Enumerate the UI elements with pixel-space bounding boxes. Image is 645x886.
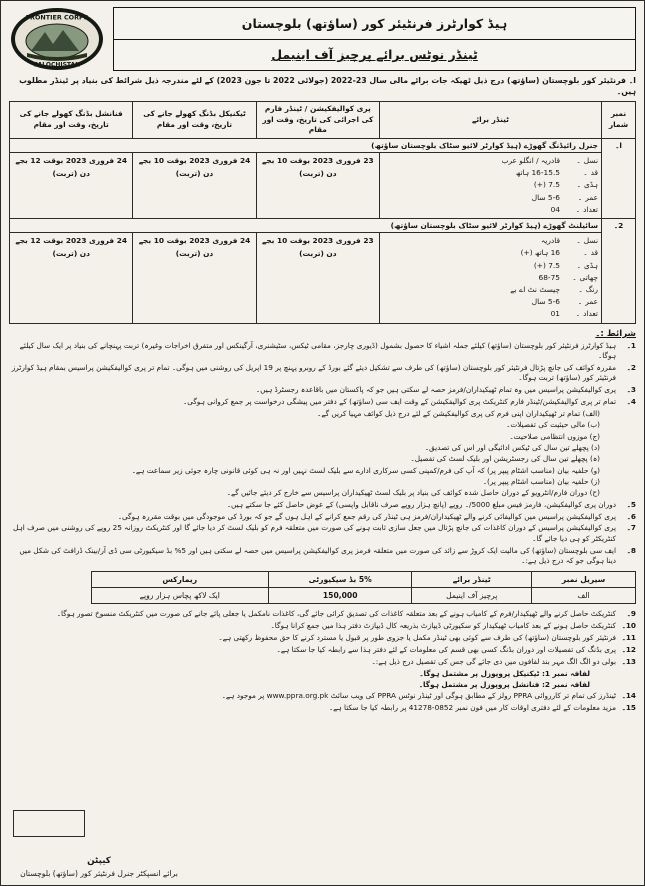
term-number: 14۔: [621, 691, 636, 701]
title-box: [113, 7, 636, 71]
spec-line: چھاتی ۔ 68-75: [383, 272, 598, 284]
terms-heading: شرائط :۔: [595, 328, 636, 339]
term-sub-item: (ج) موزوں انتظامی صلاحیت۔: [509, 431, 600, 441]
term-number: 15۔: [621, 703, 636, 713]
term-item: [9, 546, 636, 567]
bid-table-header-row: [91, 572, 635, 588]
spec-line: قد ۔ 16-15.5 ہاتھ: [383, 167, 598, 179]
term-text: مزید معلومات کے لئے دفتری اوقات کار میں فون نمبر 0852-41278 پر رابطہ کیا جا سکتا ہے۔: [328, 703, 616, 713]
term-item: [9, 621, 636, 631]
section2-technical-date: 24 فروری 2023 بوقت 10 بجے دن (تربت): [133, 233, 256, 324]
spec-line: ہڈی ۔ 7.5 (+): [383, 179, 598, 191]
table-row: [10, 139, 636, 153]
term-sub-item: (الف) تمام تر ٹھیکیداران اپنی فرم کی پری کوالیفکیشن کے لئے درج ذیل کوائف مہیا کریں گے۔: [317, 408, 600, 418]
tender-table: [9, 101, 636, 324]
spec-line: تعداد ۔ 04: [383, 204, 598, 216]
spec-line: رنگ ۔ چیسٹ نٹ اے بے: [383, 284, 598, 296]
term-item: [9, 341, 636, 362]
spec-line: تعداد ۔ 01: [383, 308, 598, 320]
term-sub-item: (ہ) پچھلے تین سال کی رجسٹریشن اور بلیک لسٹ کی تفصیل۔: [410, 454, 600, 464]
spec-line: نسل ۔ قادریہ: [383, 235, 598, 247]
spec-line: نسل ۔ قادریہ / انگلو عرب: [383, 155, 598, 167]
term-text: ٹینڈرز کی تمام تر کارروائی PPRA رولز کے مطابق ہوگی اور ٹینڈر نوٹس PPRA کی ویب سائٹ www.ppra.org.pk پر موجود ہے۔: [221, 691, 616, 701]
terms-section: [9, 329, 636, 567]
term-sub-item: (ب) مالی حیثیت کی تفصیلات۔: [506, 420, 600, 430]
term-text: دوران پری کوالیفکیشن، فارمز فیس مبلغ 5000/۔ روپے (پانچ ہزار روپے صرف ناقابل واپسی) کے عوض حاصل کئے جا سکتے ہیں۔: [226, 499, 616, 509]
section1-serial: ا۔: [602, 139, 636, 219]
section1-prequal-date: 23 فروری 2023 بوقت 10 بجے دن (تربت): [256, 153, 379, 219]
term-item: [9, 500, 636, 510]
bid-col-security: 5% بڈ سیکیورٹی: [269, 572, 412, 588]
tender-table-header-row: [10, 101, 636, 138]
section2-serial: 2۔: [602, 219, 636, 324]
bid-security-amount: 150,000: [269, 588, 412, 604]
term-text: فرنٹیئر کور بلوچستان (ساؤتھ) کی طرف سے کوئی بھی ٹینڈر مکمل یا جزوی طور پر قبول یا مسترد کرنے کا حق محفوظ رکھتی ہے۔: [218, 633, 616, 643]
section1-financial-date: 24 فروری 2023 بوقت 12 بجے دن (تربت): [10, 153, 133, 219]
term-item: [9, 691, 636, 701]
bid-col-tender-for: ٹینڈر برائے: [412, 572, 532, 588]
term-text: پری کوالیفکیشن پراسیس میں وہ تمام ٹھیکیداران/فرمز حصہ لے سکتی ہیں جو کہ پاکستان میں باقاعدہ رجسٹرڈ ہیں۔: [255, 385, 616, 395]
frontier-corps-logo: [9, 7, 105, 71]
term-item: [9, 703, 636, 713]
signatory-designation: برائے انسپکٹر جنرل فرنٹیئر کور (ساؤتھ) بلوچستان: [20, 869, 178, 878]
bid-remarks-value: ایک لاکھ پچاس ہزار روپے: [91, 588, 268, 604]
bid-table-row: [91, 588, 635, 604]
bid-col-remarks: ریمارکس: [91, 572, 268, 588]
term-item: [9, 657, 636, 667]
section1-specs: [380, 153, 602, 219]
term-text: ایف سی بلوچستان (ساؤتھ) کی مالیت ایک کروڑ سے زائد کی صورت میں متعلقہ فرمز پری کوالیفکیشن پراسیس میں حصہ لے سکتی ہیں اور 5% بڈ سیکیورٹی سی ڈی آر/بینک ڈرافٹ کی شکل میں دینا ہوگی جو کہ درج ذیل ہے:۔: [19, 545, 616, 565]
envelope-2-line: لفافہ نمبر 2: فنانشل پروپوزل پر مشتمل ہوگا۔: [418, 679, 590, 689]
term-text: کنٹریکٹ حاصل کرنے والے ٹھیکیدار/فرم کے کامیاب ہونے کے بعد متعلقہ کاغذات کی تصدیق کرائی جائے گی، کاغذات نامکمل یا جعلی پائے جانے کی صورت میں کنٹریکٹ منسوخ تصور ہوگا۔: [56, 609, 616, 619]
table-row: [10, 233, 636, 324]
term-sub-item: (ز) حلفیہ بیان (مناسب اشٹام پیپر پر)۔: [482, 476, 600, 486]
intro-paragraph: ا۔ فرنٹیئر کور بلوچستان (ساؤتھ) درج ذیل ٹھیکہ جات برائے مالی سال 23-2022 (جولائی 2022 تا جون 2023) کے لئے مندرجہ ذیل شرائط کی بنیاد پر ٹینڈر مطلوب ہیں۔: [19, 76, 636, 96]
term-number: 10۔: [621, 621, 636, 631]
term-number: 13۔: [621, 656, 636, 666]
term-number: 4۔: [626, 396, 636, 406]
logo-bottom-text: PALOCHISTAN: [33, 61, 81, 69]
term-sub-item: (ح) دوران فارم/انٹرویو کے دوران حاصل شدہ کوائف کی بنیاد پر بلیک لسٹ ٹھیکیداران پراسیس سے خارج کر دیئے جائیں گے۔: [226, 488, 600, 498]
term-text: تمام تر پری کوالیفکیشن/ٹینڈر فارم کنٹریکٹ پری کوالیفکیشن کے وقت ایف سی (ساؤتھ) کے دفتر میں پیشگی درخواست پر جمع کروانی ہوگی۔: [182, 396, 616, 406]
logo-top-text: FRONTIER CORPS: [25, 13, 89, 22]
term-number: 1۔: [626, 340, 636, 350]
spec-line: عمر ۔ 5-6 سال: [383, 296, 598, 308]
term-number: 11۔: [621, 633, 636, 643]
term-item: [9, 363, 636, 384]
document-title: ہیڈ کوارٹرز فرنٹیئر کور (ساؤتھ) بلوچستان: [241, 15, 508, 31]
term-text: پری بڈنگ کی تفصیلات اور دوران بڈنگ کسی بھی قسم کی معلومات کے لئے دفتر ہذا سے رابطہ کیا جا سکتا ہے۔: [276, 644, 616, 654]
term-sub-item: (د) پچھلے تین سال کی ٹیکس ادائیگی اور اس کی تصدیق۔: [424, 442, 600, 452]
term-number: 7۔: [626, 523, 636, 533]
col-tender-for: ٹینڈر برائے: [380, 101, 602, 138]
col-technical-bidding: ٹیکنیکل بڈنگ کھولے جانے کی تاریخ، وقت اور مقام: [133, 101, 256, 138]
term-number: 9۔: [626, 609, 636, 619]
envelope-1-line: لفافہ نمبر 1: ٹیکنیکل پروپوزل پر مشتمل ہوگا۔: [419, 668, 590, 678]
term-text: مقررہ کوائف کی جانچ پڑتال فرنٹیئر کور بلوچستان (ساؤتھ) کی طرف سے تشکیل دیئے گئے بورڈ کے روبرو پہنچ پر 19 اپریل کی روشنی میں ہوگی۔ تمام تر پری کوالیفکیشن پراسیس بمقام ہیڈ کوارٹرز فرنٹیئر کور (ساؤتھ) تربت ہوگا۔: [11, 362, 616, 383]
term-text: بولی دو الگ الگ مہر بند لفافوں میں دی جائے گی جس کی تفصیل درج ذیل ہے:۔: [371, 656, 616, 666]
spec-line: قد ۔ 16 ہاتھ (+): [383, 247, 598, 259]
section2-title: سائیلنٹ گھوڑے (ہیڈ کوارٹر لائیو سٹاک بلوچستان ساؤتھ): [10, 219, 602, 233]
col-serial-number: نمبر شمار: [602, 101, 636, 138]
term-item: [9, 523, 636, 544]
term-text: کنٹریکٹ حاصل ہونے کے بعد کامیاب ٹھیکیدار کو سکیورٹی ڈیپازٹ بذریعہ کال ڈیپازٹ دفتر ہذا میں جمع کرانا ہوگا۔: [270, 621, 616, 631]
term-sub-item: (و) حلفیہ بیان (مناسب اشٹام پیپر پر) کہ آپ کی فرم/کمپنی کسی سرکاری ادارے سے بلیک لسٹ نہیں اور نہ ہی کوئی قانونی چارہ جوئی زیر سماعت ہے۔: [131, 465, 600, 475]
bid-col-serial: سیریل نمبر: [532, 572, 636, 588]
document-header: [9, 7, 636, 71]
term-text: پری کوالیفکیشن پراسیس کے دوران کاغذات کی جانچ پڑتال میں جعل سازی ثابت ہونے کی صورت میں متعلقہ فرم کو بلیک لسٹ کر دیا جائے گا اور کنٹریکٹ روزانہ 25 روپے کی روشنی میں صرف اہل کنٹریکٹر کو ہی دیا جائے گا۔: [13, 523, 616, 543]
section2-financial-date: 24 فروری 2023 بوقت 12 بجے دن (تربت): [10, 233, 133, 324]
term-number: 8۔: [626, 545, 636, 555]
term-text: ہیڈ کوارٹرز فرنٹیئر کور بلوچستان (ساؤتھ) کیلئے جملہ اشیاء کا حصول بشمول (ڈیوری چارجز، مقامی ٹیکس، سٹیشنری، آرگینکس اور متفرق اخراجات وغیرہ) تربت پہنچانے کی بنیاد پر ایک سال کیلئے ہوگا۔: [19, 340, 616, 360]
col-financial-bidding: فنانشل بڈنگ کھولے جانے کی تاریخ، وقت اور مقام: [10, 101, 133, 138]
term-number: 2۔: [626, 362, 636, 372]
section2-prequal-date: 23 فروری 2023 بوقت 10 بجے دن (تربت): [256, 233, 379, 324]
term-item: [9, 397, 636, 407]
terms-section-2: [9, 609, 636, 713]
section1-technical-date: 24 فروری 2023 بوقت 10 بجے دن (تربت): [133, 153, 256, 219]
stamp-box: [13, 810, 85, 837]
term-number: 5۔: [626, 499, 636, 509]
section1-title: جنرل رائیڈنگ گھوڑے (ہیڈ کوارٹر لائیو سٹاک بلوچستان ساؤتھ): [10, 139, 602, 153]
spec-line: عمر ۔ 5-6 سال: [383, 192, 598, 204]
bid-tender-value: پرچیز آف اینیمل: [412, 588, 532, 604]
signatory-rank: کیپٹن: [87, 856, 111, 867]
term-item: [9, 645, 636, 655]
term-item: [9, 609, 636, 619]
term-item: [9, 512, 636, 522]
spec-line: ہڈی ۔ 7.5 (+): [383, 260, 598, 272]
table-row: [10, 153, 636, 219]
col-prequalification: پری کوالیفکیشن / ٹینڈر فارم کی اجرائی کی تاریخ، وقت اور مقام: [256, 101, 379, 138]
term-item: [9, 385, 636, 395]
term-number: 6۔: [626, 511, 636, 521]
term-item: [9, 633, 636, 643]
bid-serial-value: الف: [532, 588, 636, 604]
table-row: [10, 219, 636, 233]
signature-block: [9, 855, 189, 879]
term-number: 3۔: [626, 385, 636, 395]
section2-specs: [380, 233, 602, 324]
term-text: پری کوالیفکیشن پراسیس میں کوالیفائی کرنے والے ٹھیکیداران/فرمز ہی ٹینڈر کی رقم جمع کرانے کے اہل ہوں گے جو کہ بورڈ کی موجودگی میں بوقت مقررہ ہوگی۔: [117, 511, 616, 521]
term-number: 12۔: [621, 644, 636, 654]
bid-security-table: [91, 571, 636, 604]
document-subtitle: ٹینڈر نوٹس برائے پرچیز آف اینیمل: [114, 39, 635, 71]
